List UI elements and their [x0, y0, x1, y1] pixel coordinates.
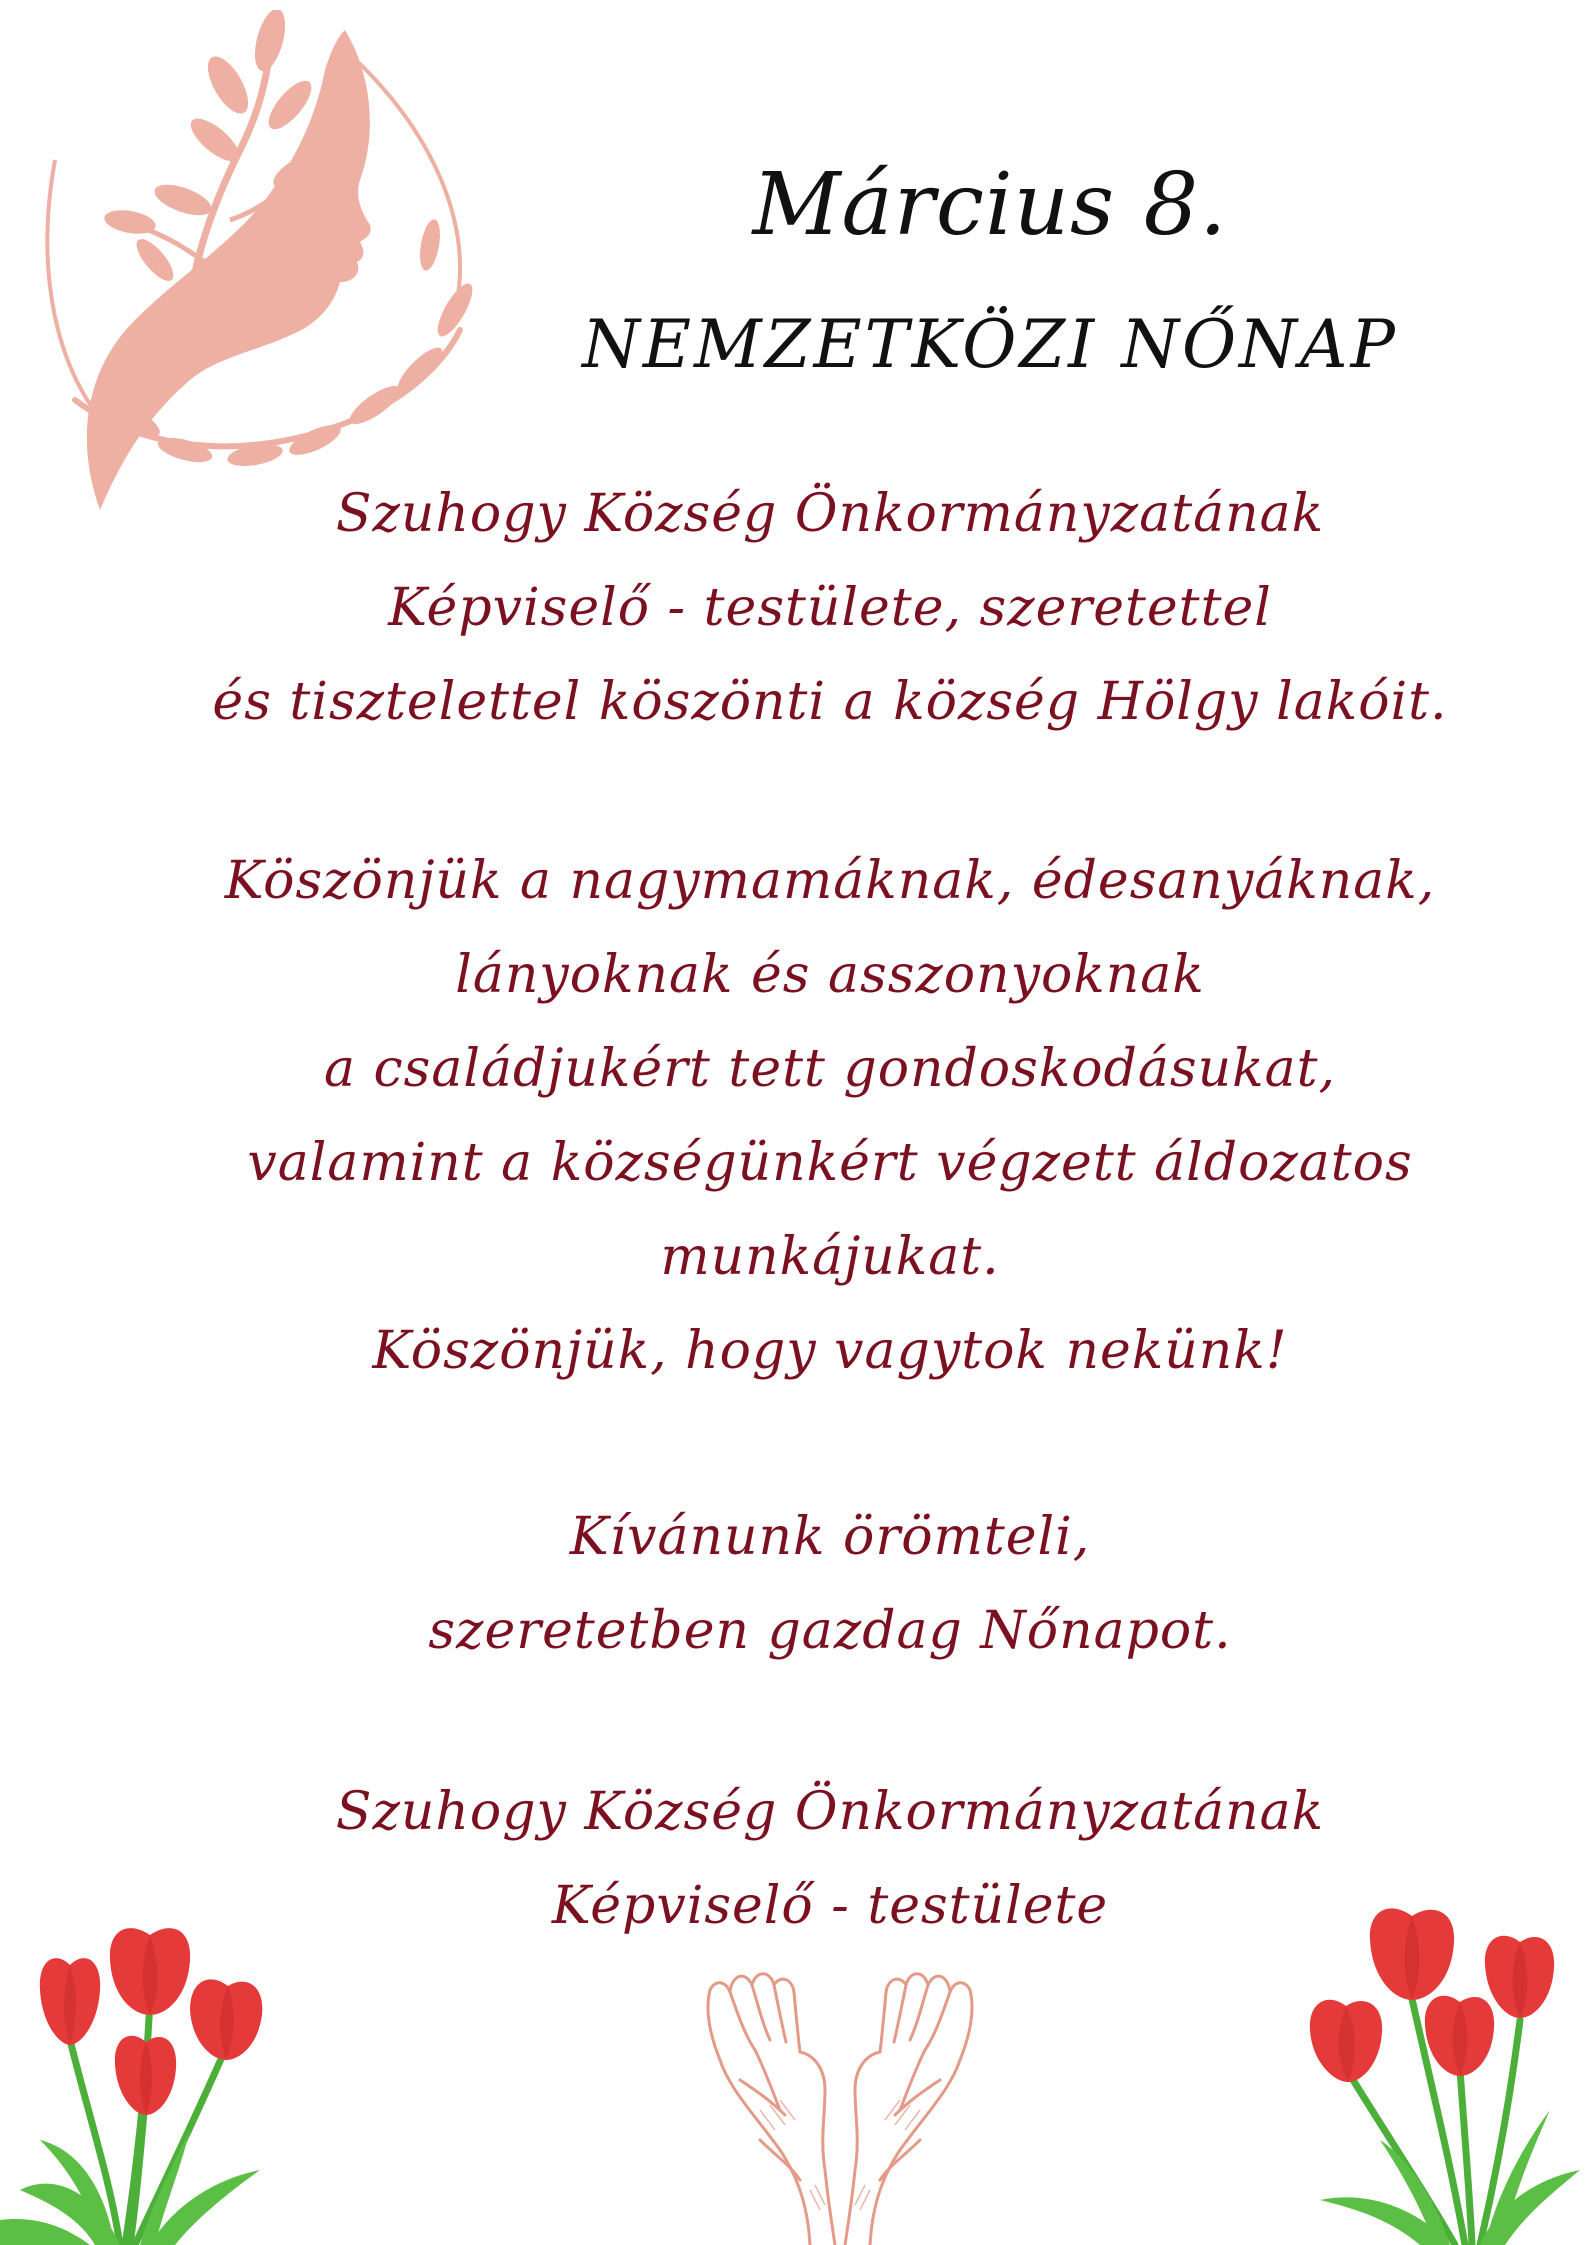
- title-event: NEMZETKÖZI NŐNAP: [582, 306, 1398, 383]
- text-line: valamint a községünkért végzett áldozatos: [247, 1133, 1413, 1193]
- text-line: Képviselő - testülete: [551, 1876, 1109, 1936]
- open-hands-icon: [660, 1940, 1020, 2245]
- woman-profile-leaves-icon: [15, 10, 485, 520]
- wishes-paragraph: [140, 1490, 1520, 1678]
- text-line: munkájukat.: [660, 1227, 1000, 1287]
- text-line: szeretetben gazdag Nőnapot.: [428, 1601, 1232, 1661]
- thanks-paragraph: [140, 834, 1520, 1398]
- text-line: Szuhogy Község Önkormányzatának: [335, 484, 1325, 544]
- text-line: Szuhogy Község Önkormányzatának: [335, 1782, 1325, 1842]
- tulip-bouquet-left-icon: [0, 1920, 300, 2245]
- tulip-bouquet-right-icon: [1290, 1900, 1587, 2245]
- title-date: Március 8.: [752, 155, 1228, 255]
- text-line: és tisztelettel köszönti a község Hölgy lakóit.: [212, 672, 1448, 732]
- text-line: a családjukért tett gondoskodásukat,: [323, 1039, 1336, 1099]
- greeting-paragraph: [140, 467, 1520, 749]
- text-line: Kívánunk örömteli,: [569, 1507, 1091, 1567]
- text-line: lányoknak és asszonyoknak: [455, 945, 1205, 1005]
- text-line: Köszönjük a nagymamáknak, édesanyáknak,: [224, 851, 1436, 911]
- text-line: Köszönjük, hogy vagytok nekünk!: [372, 1321, 1288, 1381]
- text-line: Képviselő - testülete, szeretettel: [388, 578, 1272, 638]
